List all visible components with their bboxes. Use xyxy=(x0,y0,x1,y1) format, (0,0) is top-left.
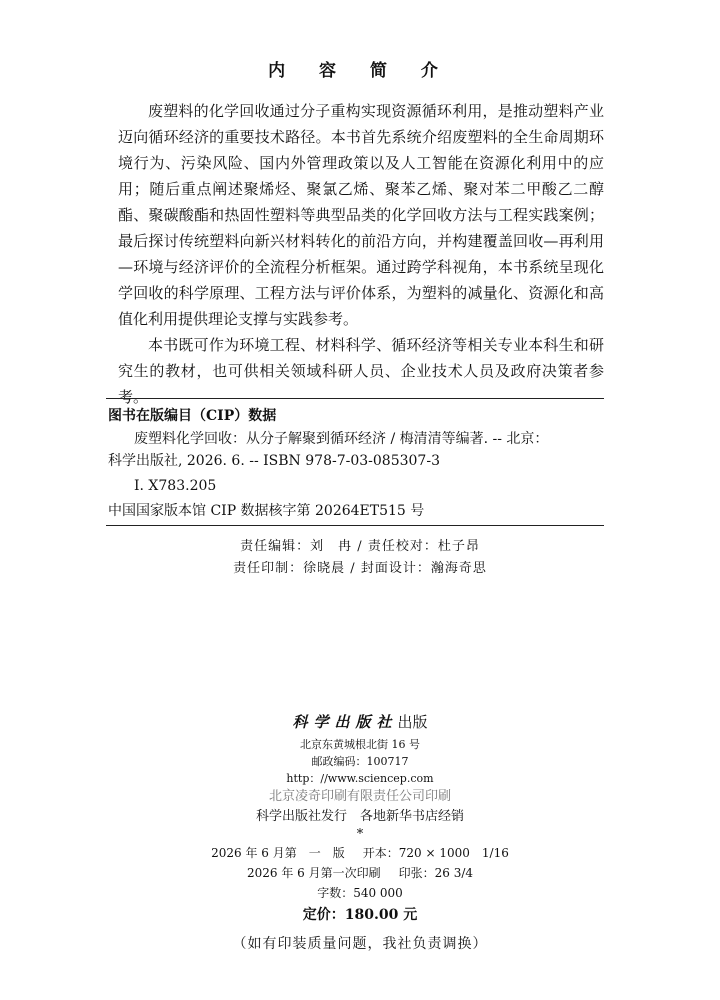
printing: 2026 年 6 月第一次印刷 xyxy=(246,866,381,880)
separator-asterisk: * xyxy=(356,827,364,842)
quality-notice: （如有印装质量问题，我社负责调换） xyxy=(232,936,488,952)
cip-entry-line-2: 科学出版社, 2026. 6. -- ISBN 978-7-03-085307-3 xyxy=(108,453,440,469)
production-credits: 责任印制：徐晓晨 / 封面设计：瀚海奇思 xyxy=(233,561,487,576)
printing-line xyxy=(0,863,720,883)
cip-heading: 图书在版编目（CIP）数据 xyxy=(108,408,277,424)
publisher-address: 北京东黄城根北街 16 号 xyxy=(300,738,420,751)
cip-classification: Ⅰ. X783.205 xyxy=(134,478,217,494)
abstract-heading: 内 容 简 介 xyxy=(268,61,452,81)
word-count: 字数：540 000 xyxy=(317,886,403,900)
price: 定价：180.00 元 xyxy=(302,907,418,923)
cip-block xyxy=(108,404,604,522)
format: 开本：720 × 1000 1/16 xyxy=(362,846,509,860)
postcode: 邮政编码：100717 xyxy=(311,755,409,768)
published-suffix: 出版 xyxy=(397,713,428,731)
colophon xyxy=(0,708,720,955)
cip-verification-number: 中国国家版本馆 CIP 数据核字第 20264ET515 号 xyxy=(108,503,425,519)
distribution: 科学出版社发行 各地新华书店经销 xyxy=(255,809,464,824)
cip-top-rule xyxy=(106,398,604,399)
abstract-paragraph-2: 本书既可作为环境工程、材料科学、循环经济等相关专业本科生和研究生的教材，也可供相关领域科研人员、企业技术人员及政府决策者参考。 xyxy=(118,336,604,406)
edition-line xyxy=(0,843,720,863)
abstract-section xyxy=(118,98,604,410)
publisher-name: 科学出版社 xyxy=(292,713,398,731)
publisher-line xyxy=(0,708,720,736)
cip-entry-line-1: 废塑料化学回收：从分子解聚到循环经济 / 梅清清等编著. -- 北京： xyxy=(134,431,549,447)
cip-bottom-rule xyxy=(106,525,604,526)
sheets: 印张：26 3/4 xyxy=(398,866,474,880)
website: http：//www.sciencep.com xyxy=(286,772,434,785)
abstract-paragraph-1: 废塑料的化学回收通过分子重构实现资源循环利用，是推动塑料产业迈向循环经济的重要技术路径。本书首先系统介绍废塑料的全生命周期环境行为、污染风险、国内外管理政策以及人工智能在资源化利用中的应用；随后重点阐述聚烯烃、聚氯乙烯、聚苯乙烯、聚对苯二甲酸乙二醇酯、聚碳酸酯和热固性塑料等典型品类的化学回收方法与工程实践案例；最后探讨传统塑料向新兴材料转化的前沿方向，并构建覆盖回收—再利用—环境与经济评价的全流程分析框架。通过跨学科视角，本书系统呈现化学回收的科学原理、工程方法与评价体系，为塑料的减量化、资源化和高值化利用提供理论支撑与实践参考。 xyxy=(118,102,604,328)
edition: 2026 年 6 月第 一 版 xyxy=(211,846,345,860)
editor-credits: 责任编辑：刘 冉 / 责任校对：杜子昂 xyxy=(240,539,480,554)
printer: 北京凌奇印刷有限责任公司印刷 xyxy=(268,789,451,804)
